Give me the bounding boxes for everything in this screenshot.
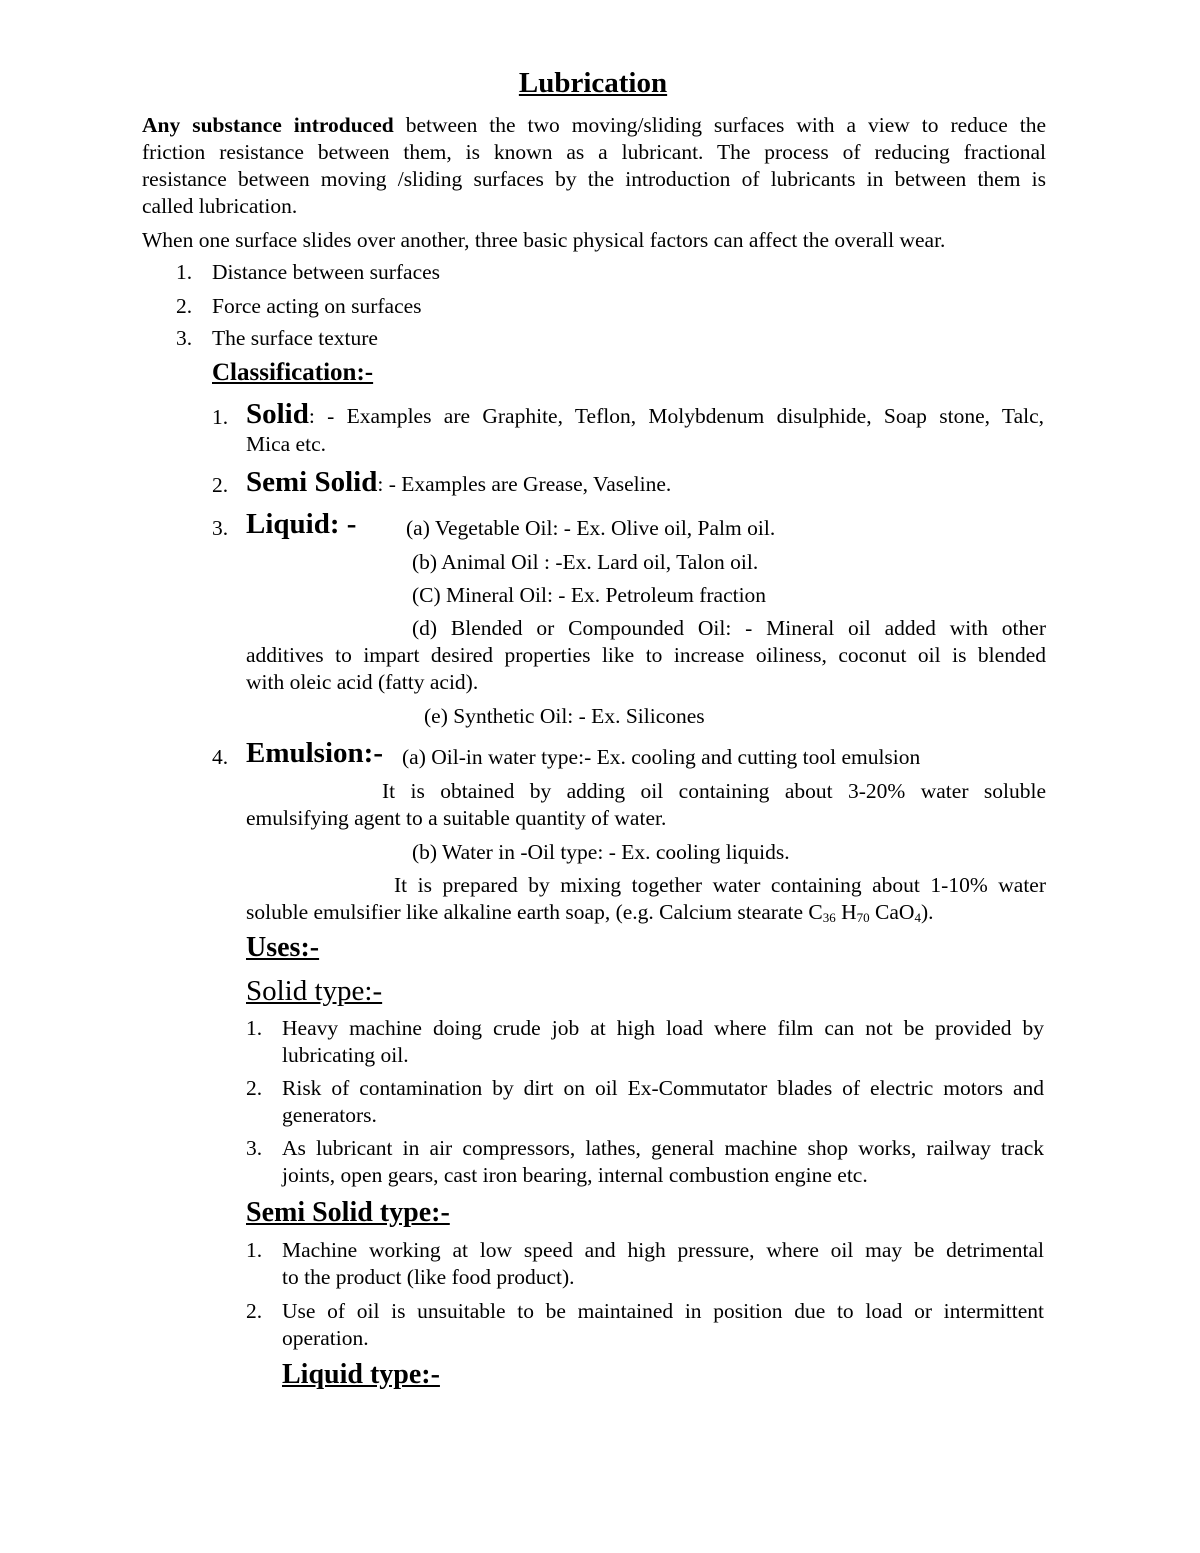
solid-text: : - Examples are Graphite, Teflon, Molybdenum disulphide, Soap stone, Talc, bbox=[308, 404, 1044, 428]
emulsion-name: Emulsion:- bbox=[246, 737, 383, 769]
solid-use-2-line-2: generators. bbox=[282, 1103, 377, 1127]
emulsion-b-desc-2 bbox=[246, 899, 933, 926]
semi-use-num-1: 1. bbox=[246, 1238, 263, 1262]
semi-solid-type-heading: Semi Solid type:- bbox=[246, 1197, 450, 1228]
page-title: Lubrication bbox=[518, 67, 668, 99]
solid-use-2-line-1: Risk of contamination by dirt on oil Ex-Commutator blades of electric motors and bbox=[282, 1076, 1044, 1100]
intro-line-1 bbox=[142, 112, 1046, 139]
solid-line-2: Mica etc. bbox=[246, 432, 326, 456]
liquid-name: Liquid: - bbox=[246, 508, 357, 540]
emulsion-a-desc-2: emulsifying agent to a suitable quantity of water. bbox=[246, 806, 667, 830]
formula-h: H bbox=[835, 900, 857, 924]
liquid-b: (b) Animal Oil : -Ex. Lard oil, Talon oil. bbox=[412, 550, 759, 574]
liquid-a: (a) Vegetable Oil: - Ex. Olive oil, Palm oil. bbox=[406, 516, 776, 540]
semi-use-1-line-1: Machine working at low speed and high pressure, where oil may be detrimental bbox=[282, 1238, 1044, 1262]
liquid-num: 3. bbox=[212, 516, 229, 540]
intro-line-4: called lubrication. bbox=[142, 194, 298, 218]
solid-use-3-line-1: As lubricant in air compressors, lathes, general machine shop works, railway track bbox=[282, 1136, 1044, 1160]
solid-type-heading: Solid type:- bbox=[246, 975, 383, 1007]
wear-paragraph: When one surface slides over another, three basic physical factors can affect the overall wear. bbox=[142, 228, 946, 252]
liquid-e: (e) Synthetic Oil: - Ex. Silicones bbox=[424, 704, 705, 728]
liquid-type-heading: Liquid type:- bbox=[282, 1359, 440, 1390]
solid-use-num-1: 1. bbox=[246, 1016, 263, 1040]
solid-use-1-line-2: lubricating oil. bbox=[282, 1043, 409, 1067]
factor-num-1: 1. bbox=[176, 260, 193, 284]
solid-name: Solid bbox=[246, 398, 309, 430]
solid-line-1 bbox=[246, 396, 1044, 434]
intro-line-2: friction resistance between them, is known as a lubricant. The process of reducing fractional bbox=[142, 140, 1046, 164]
semi-use-2-line-1: Use of oil is unsuitable to be maintained in position due to load or intermittent bbox=[282, 1299, 1044, 1323]
subscript-4: 4 bbox=[914, 910, 921, 925]
emulsion-b-desc-2-text: soluble emulsifier like alkaline earth soap, (e.g. Calcium stearate C bbox=[246, 900, 823, 924]
intro-lead-bold: Any substance introduced bbox=[142, 113, 394, 137]
formula-end: ). bbox=[920, 900, 934, 924]
classification-heading: Classification:- bbox=[212, 359, 374, 386]
uses-heading: Uses:- bbox=[246, 932, 320, 963]
solid-num: 1. bbox=[212, 405, 229, 429]
intro-line-1-rest: between the two moving/sliding surfaces with a view to reduce the bbox=[393, 113, 1046, 137]
subscript-36: 36 bbox=[822, 910, 836, 925]
liquid-d-line-2: additives to impart desired properties like to increase oiliness, coconut oil is blended bbox=[246, 643, 1046, 667]
liquid-d-line-3: with oleic acid (fatty acid). bbox=[246, 670, 479, 694]
factor-item-2: Force acting on surfaces bbox=[212, 294, 422, 318]
semi-solid-line bbox=[246, 464, 671, 502]
solid-use-num-3: 3. bbox=[246, 1136, 263, 1160]
emulsion-num: 4. bbox=[212, 745, 229, 769]
solid-use-1-line-1: Heavy machine doing crude job at high load where film can not be provided by bbox=[282, 1016, 1044, 1040]
solid-use-num-2: 2. bbox=[246, 1076, 263, 1100]
emulsion-b: (b) Water in -Oil type: - Ex. cooling liquids. bbox=[412, 840, 790, 864]
semi-solid-name: Semi Solid bbox=[246, 466, 378, 498]
intro-line-3: resistance between moving /sliding surfaces by the introduction of lubricants in between them is bbox=[142, 167, 1046, 191]
semi-use-1-line-2: to the product (like food product). bbox=[282, 1265, 575, 1289]
emulsion-b-desc-1: It is prepared by mixing together water containing about 1-10% water bbox=[394, 873, 1046, 897]
semi-use-2-line-2: operation. bbox=[282, 1326, 369, 1350]
emulsion-a-desc-1: It is obtained by adding oil containing about 3-20% water soluble bbox=[382, 779, 1046, 803]
solid-use-3-line-2: joints, open gears, cast iron bearing, internal combustion engine etc. bbox=[282, 1163, 868, 1187]
semi-solid-text: : - Examples are Grease, Vaseline. bbox=[377, 472, 672, 496]
emulsion-a: (a) Oil-in water type:- Ex. cooling and cutting tool emulsion bbox=[402, 745, 921, 769]
formula-cao: CaO bbox=[869, 900, 915, 924]
factor-item-1: Distance between surfaces bbox=[212, 260, 441, 284]
factor-num-3: 3. bbox=[176, 326, 193, 350]
factor-num-2: 2. bbox=[176, 294, 193, 318]
liquid-c: (C) Mineral Oil: - Ex. Petroleum fraction bbox=[412, 583, 767, 607]
subscript-70: 70 bbox=[856, 910, 870, 925]
semi-use-num-2: 2. bbox=[246, 1299, 263, 1323]
factor-item-3: The surface texture bbox=[212, 326, 378, 350]
liquid-d-line-1: (d) Blended or Compounded Oil: - Mineral oil added with other bbox=[412, 616, 1046, 640]
semi-solid-num: 2. bbox=[212, 473, 229, 497]
